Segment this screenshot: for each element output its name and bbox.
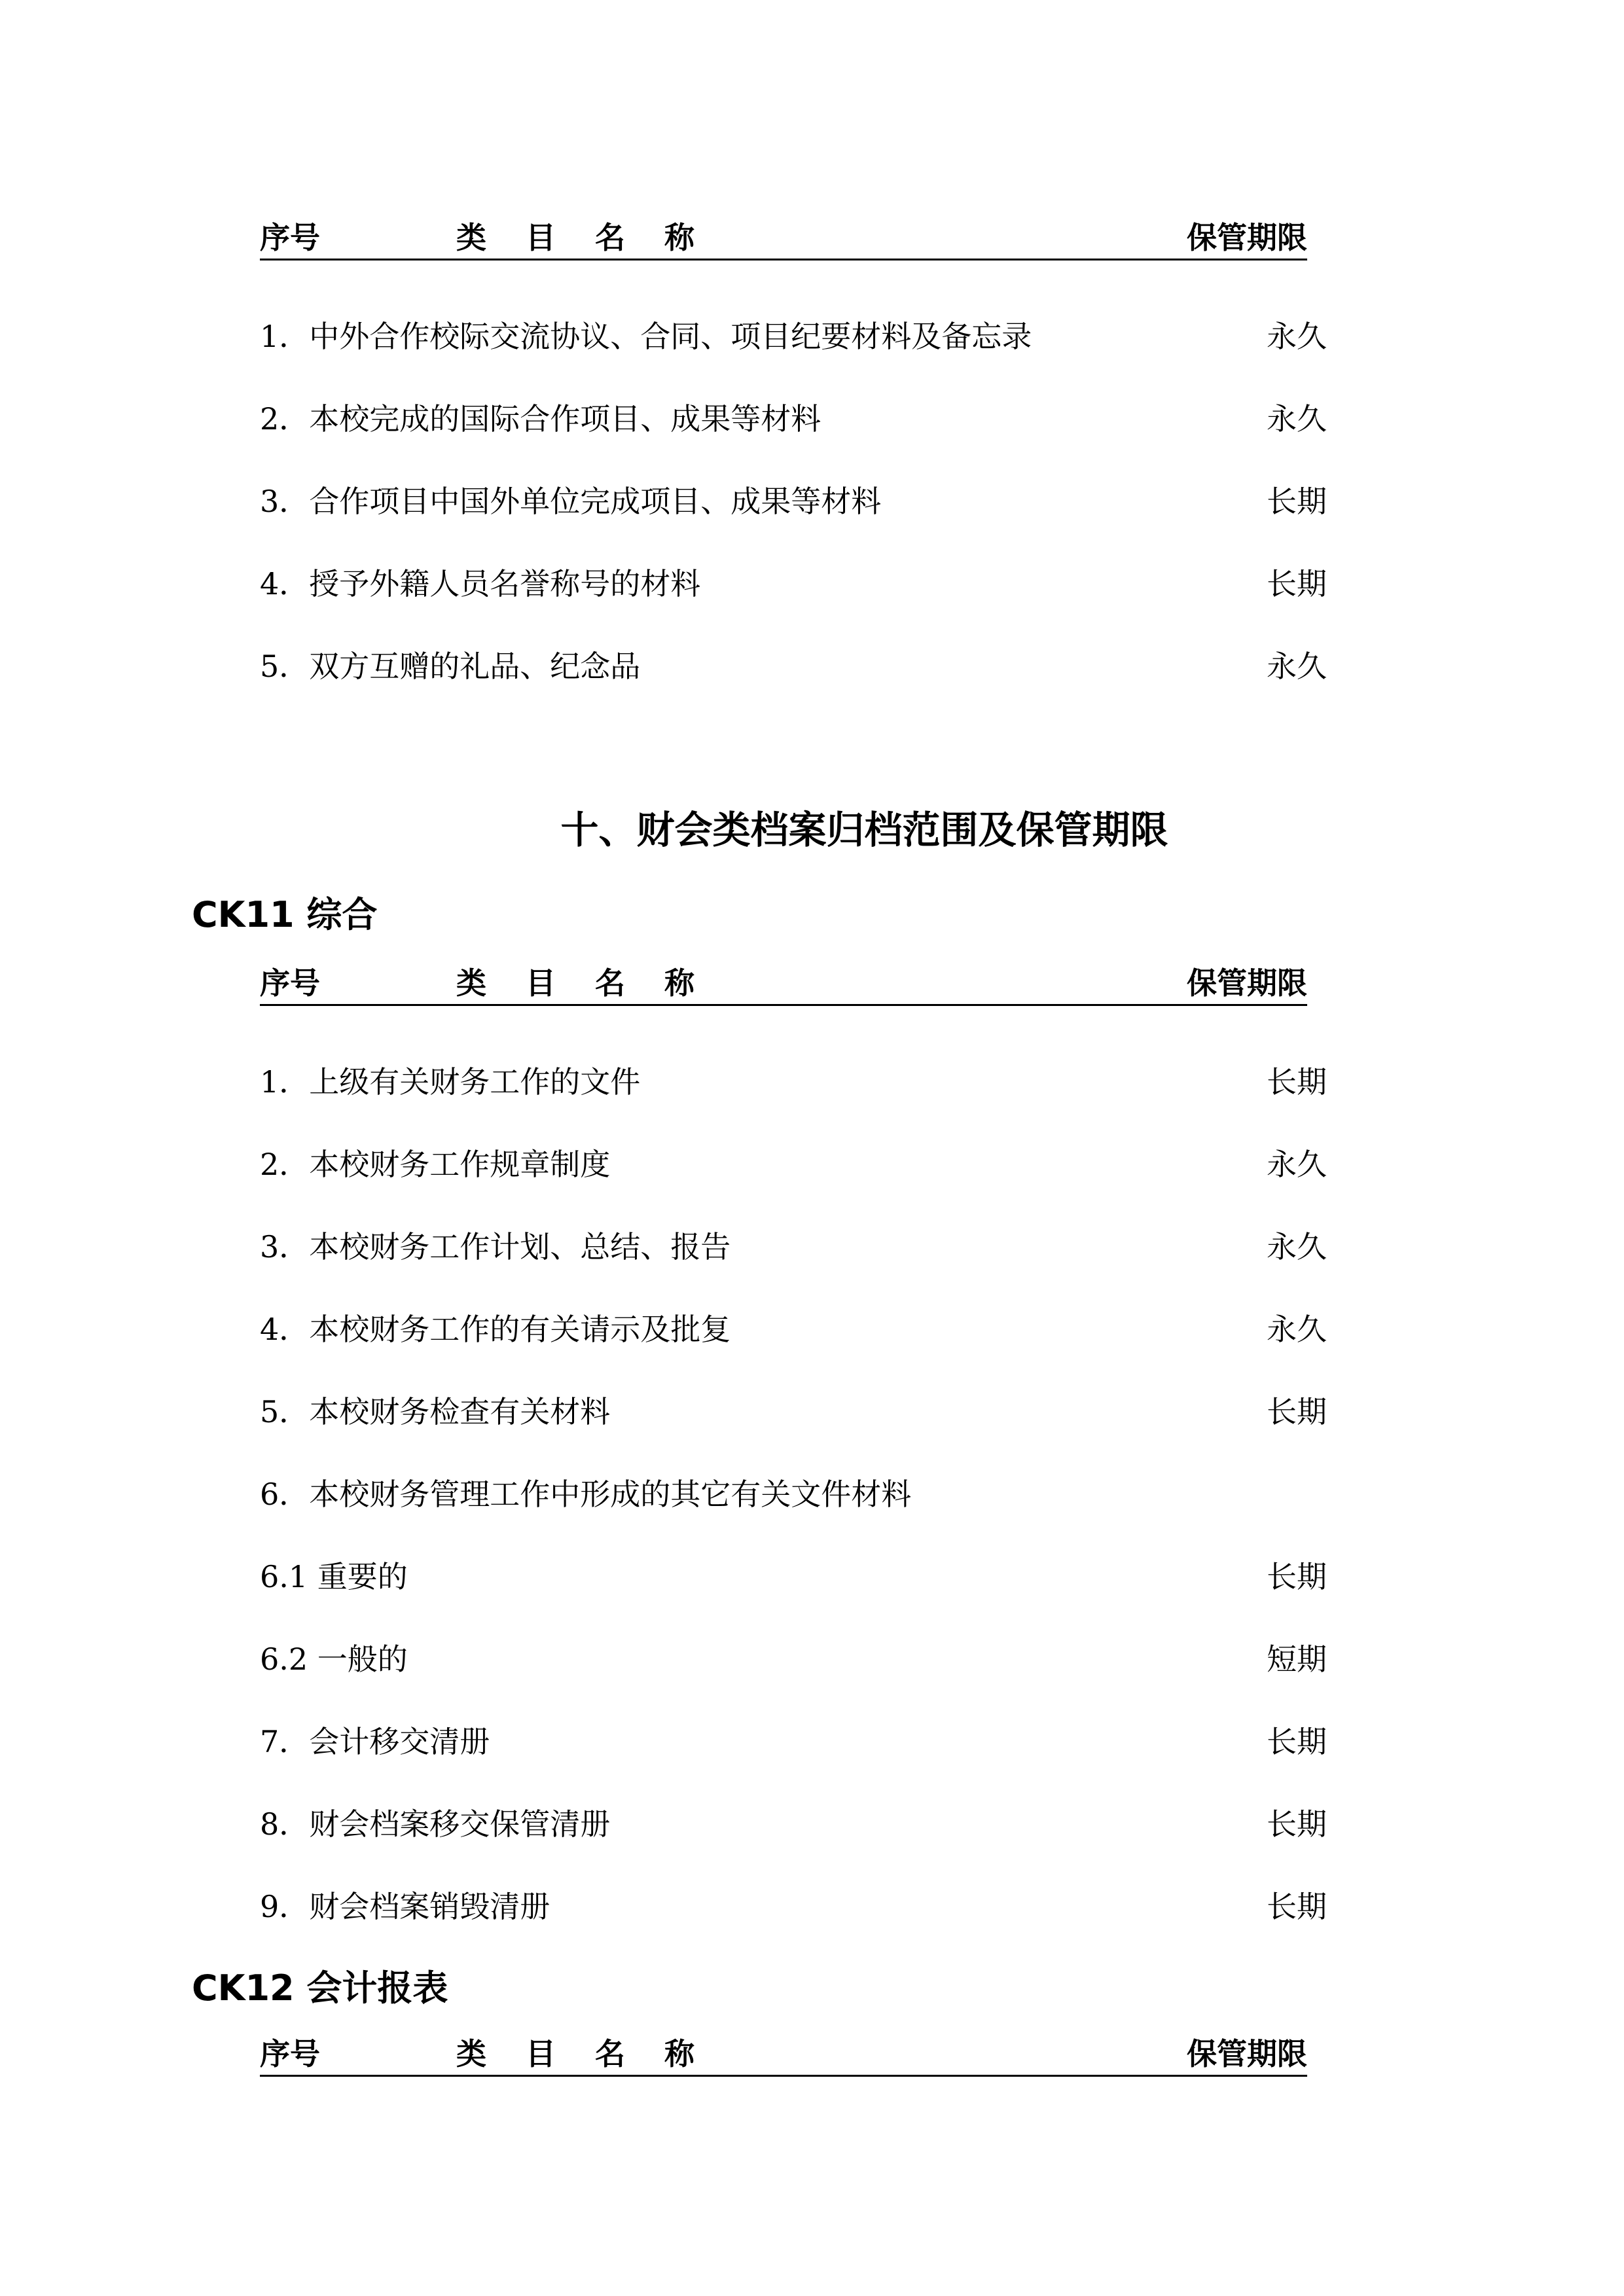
header-index: 序号 — [260, 220, 320, 255]
row-period: 长期 — [1267, 484, 1327, 519]
row-period: 长期 — [1267, 1806, 1327, 1842]
row-text: 2．本校财务工作规章制度 — [260, 1147, 611, 1182]
table-row — [260, 1636, 1327, 1682]
table-row — [260, 1554, 1327, 1600]
section-title: CK12 会计报表 — [192, 1967, 448, 2009]
row-text: 9．财会档案销毁清册 — [260, 1889, 550, 1924]
header-index: 序号 — [260, 2036, 320, 2072]
row-text: 1．上级有关财务工作的文件 — [260, 1064, 641, 1100]
table-row — [260, 643, 1327, 689]
table-header — [260, 219, 1307, 260]
row-period: 永久 — [1267, 1147, 1327, 1182]
header-name: 类 目 名 称 — [456, 2036, 710, 2072]
table-row — [260, 1471, 1327, 1517]
row-text: 6.2 一般的 — [260, 1641, 408, 1677]
header-period: 保管期限 — [1187, 2036, 1307, 2072]
header-name: 类 目 名 称 — [456, 220, 710, 255]
row-text: 3．合作项目中国外单位完成项目、成果等材料 — [260, 484, 882, 519]
row-text: 1．中外合作校际交流协议、合同、项目纪要材料及备忘录 — [260, 319, 1032, 354]
table-row — [260, 1306, 1327, 1352]
row-text: 6．本校财务管理工作中形成的其它有关文件材料 — [260, 1477, 912, 1512]
row-period: 长期 — [1267, 1724, 1327, 1759]
row-period: 长期 — [1267, 1889, 1327, 1924]
row-text: 4．授予外籍人员名誉称号的材料 — [260, 566, 701, 601]
table-row — [260, 1801, 1327, 1847]
table-row — [260, 396, 1327, 442]
header-index: 序号 — [260, 965, 320, 1001]
row-period: 短期 — [1267, 1641, 1327, 1677]
chapter-title: 十、财会类档案归档范围及保管期限 — [560, 808, 1168, 852]
row-period: 永久 — [1267, 649, 1327, 684]
table-row — [260, 1059, 1327, 1105]
table-header — [260, 965, 1307, 1006]
row-text: 4．本校财务工作的有关请示及批复 — [260, 1312, 731, 1347]
row-text: 6.1 重要的 — [260, 1559, 408, 1594]
row-text: 3．本校财务工作计划、总结、报告 — [260, 1229, 731, 1265]
row-period: 长期 — [1267, 1064, 1327, 1100]
header-period: 保管期限 — [1187, 965, 1307, 1001]
row-period: 永久 — [1267, 319, 1327, 354]
table-header — [260, 2036, 1307, 2077]
header-period: 保管期限 — [1187, 220, 1307, 255]
table-row — [260, 1719, 1327, 1765]
row-period: 长期 — [1267, 566, 1327, 601]
header-name: 类 目 名 称 — [456, 965, 710, 1001]
row-text: 2．本校完成的国际合作项目、成果等材料 — [260, 401, 821, 437]
table-row — [260, 1884, 1327, 1929]
table-row — [260, 314, 1327, 359]
table-row — [260, 1224, 1327, 1270]
row-period: 永久 — [1267, 401, 1327, 437]
row-text: 8．财会档案移交保管清册 — [260, 1806, 611, 1842]
row-period: 长期 — [1267, 1559, 1327, 1594]
table-row — [260, 1141, 1327, 1187]
table-row — [260, 478, 1327, 524]
row-period: 永久 — [1267, 1312, 1327, 1347]
row-text: 5．本校财务检查有关材料 — [260, 1394, 611, 1429]
section-title: CK11 综合 — [192, 894, 378, 935]
table-row — [260, 1389, 1327, 1435]
table-row — [260, 561, 1327, 607]
row-text: 5．双方互赠的礼品、纪念品 — [260, 649, 641, 684]
row-period: 永久 — [1267, 1229, 1327, 1265]
row-period: 长期 — [1267, 1394, 1327, 1429]
row-text: 7．会计移交清册 — [260, 1724, 490, 1759]
